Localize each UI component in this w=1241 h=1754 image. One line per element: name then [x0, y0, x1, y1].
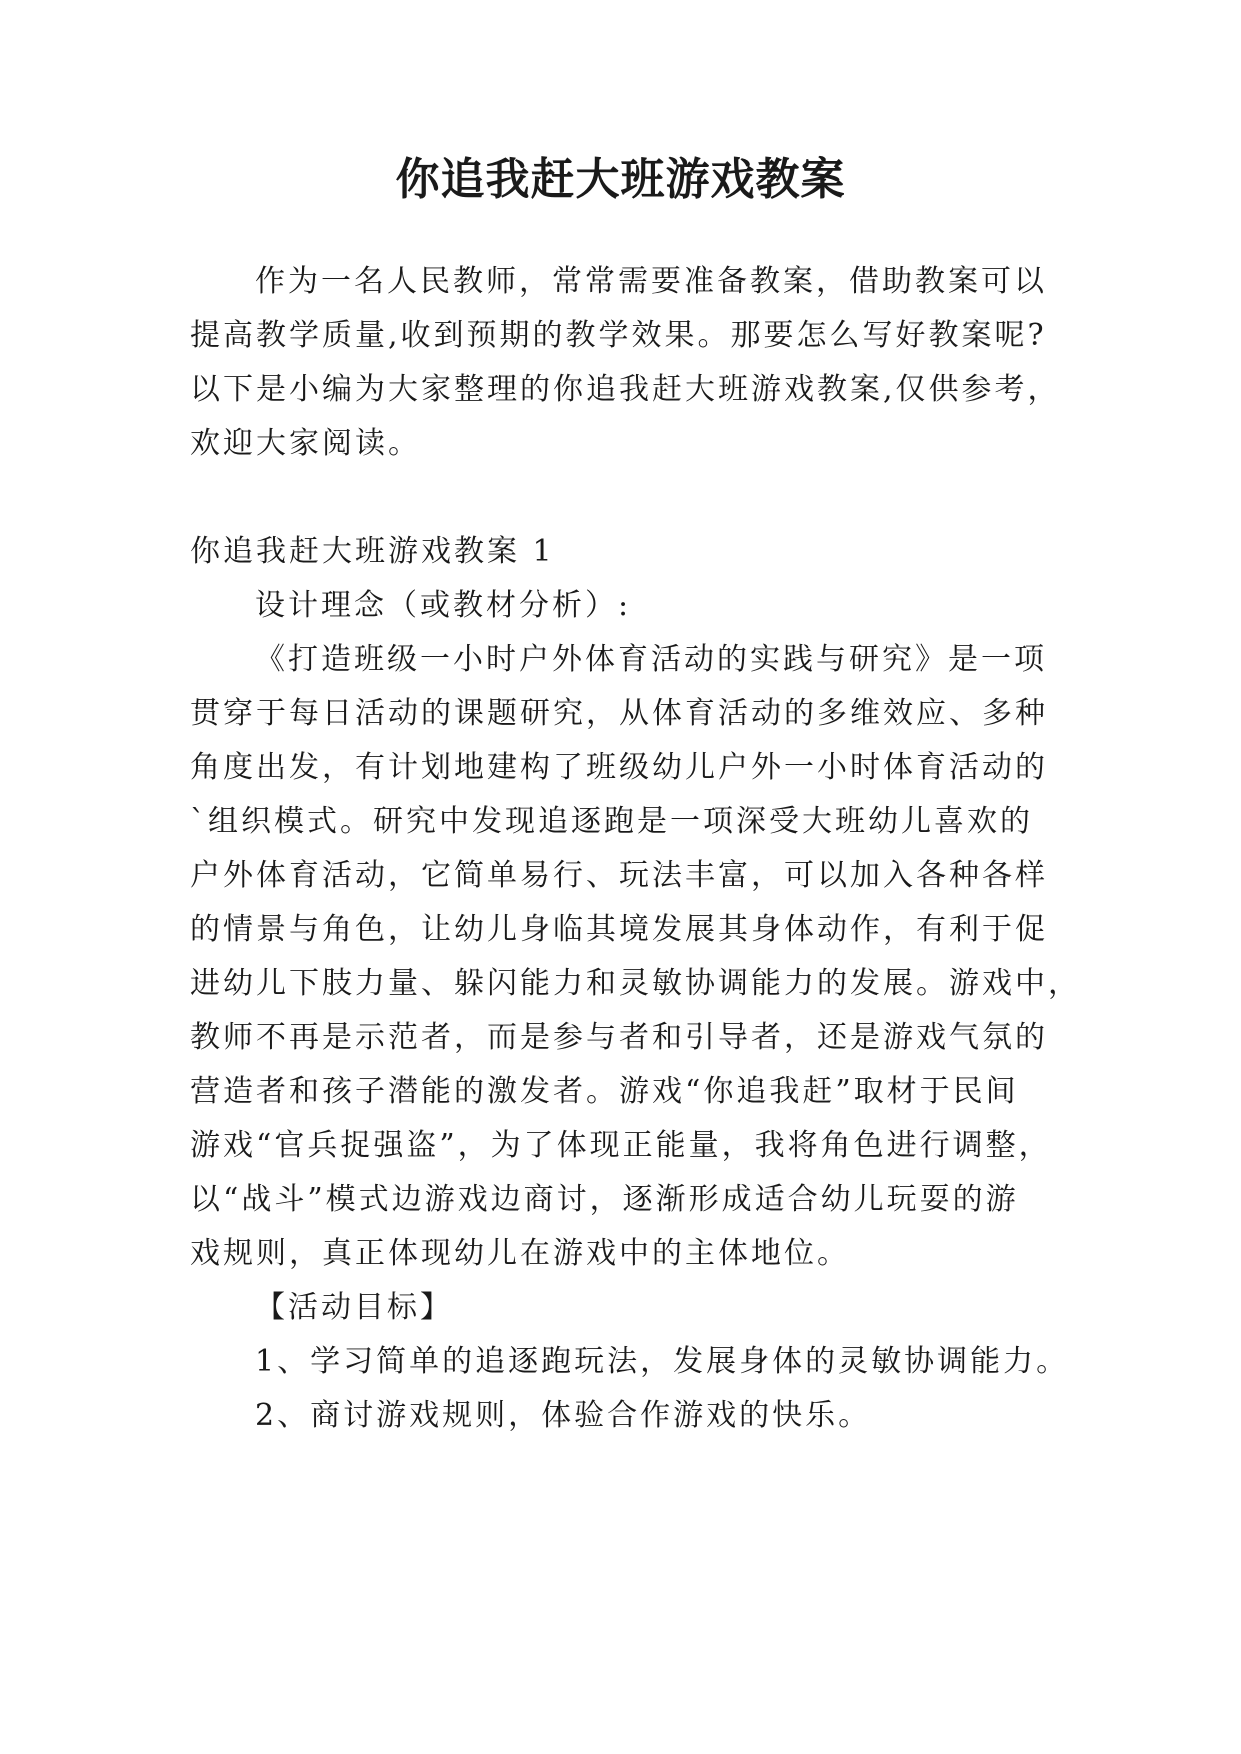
design-line: 贯穿于每日活动的课题研究，从体育活动的多维效应、多种 — [190, 696, 1048, 731]
goal-item: 1、学习简单的追逐跑玩法，发展身体的灵敏协调能力。 — [255, 1344, 1070, 1379]
design-line: 营造者和孩子潜能的激发者。游戏“你追我赶”取材于民间 — [190, 1074, 1019, 1109]
design-heading: 设计理念（或教材分析）: — [255, 588, 632, 623]
design-line: 户外体育活动，它简单易行、玩法丰富，可以加入各种各样 — [190, 858, 1048, 893]
design-line: 教师不再是示范者，而是参与者和引导者，还是游戏气氛的 — [190, 1020, 1048, 1055]
goal-item: 2、商讨游戏规则，体验合作游戏的快乐。 — [255, 1398, 872, 1433]
design-line: 角度出发，有计划地建构了班级幼儿户外一小时体育活动的 — [190, 750, 1048, 785]
design-line: `组织模式。研究中发现追逐跑是一项深受大班幼儿喜欢的 — [190, 804, 1033, 839]
goals-heading: 【活动目标】 — [255, 1290, 453, 1325]
section-heading: 你追我赶大班游戏教案 1 — [190, 534, 555, 569]
design-line: 的情景与角色，让幼儿身临其境发展其身体动作，有利于促 — [190, 912, 1048, 947]
design-line: 《打造班级一小时户外体育活动的实践与研究》是一项 — [255, 642, 1047, 677]
document-title: 你追我赶大班游戏教案 — [395, 154, 846, 205]
intro-line: 欢迎大家阅读。 — [190, 426, 421, 461]
design-line: 进幼儿下肢力量、躲闪能力和灵敏协调能力的发展。游戏中， — [190, 966, 1081, 1001]
design-line: 以“战斗”模式边游戏边商讨，逐渐形成适合幼儿玩耍的游 — [190, 1182, 1019, 1217]
intro-line: 提高教学质量,收到预期的教学效果。那要怎么写好教案呢? — [190, 318, 1047, 353]
intro-line: 作为一名人民教师，常常需要准备教案，借助教案可以 — [255, 264, 1047, 299]
intro-line: 以下是小编为大家整理的你追我赶大班游戏教案,仅供参考， — [190, 372, 1061, 407]
design-line: 游戏“官兵捉强盗”，为了体现正能量，我将角色进行调整， — [190, 1128, 1052, 1163]
design-line: 戏规则，真正体现幼儿在游戏中的主体地位。 — [190, 1236, 850, 1271]
